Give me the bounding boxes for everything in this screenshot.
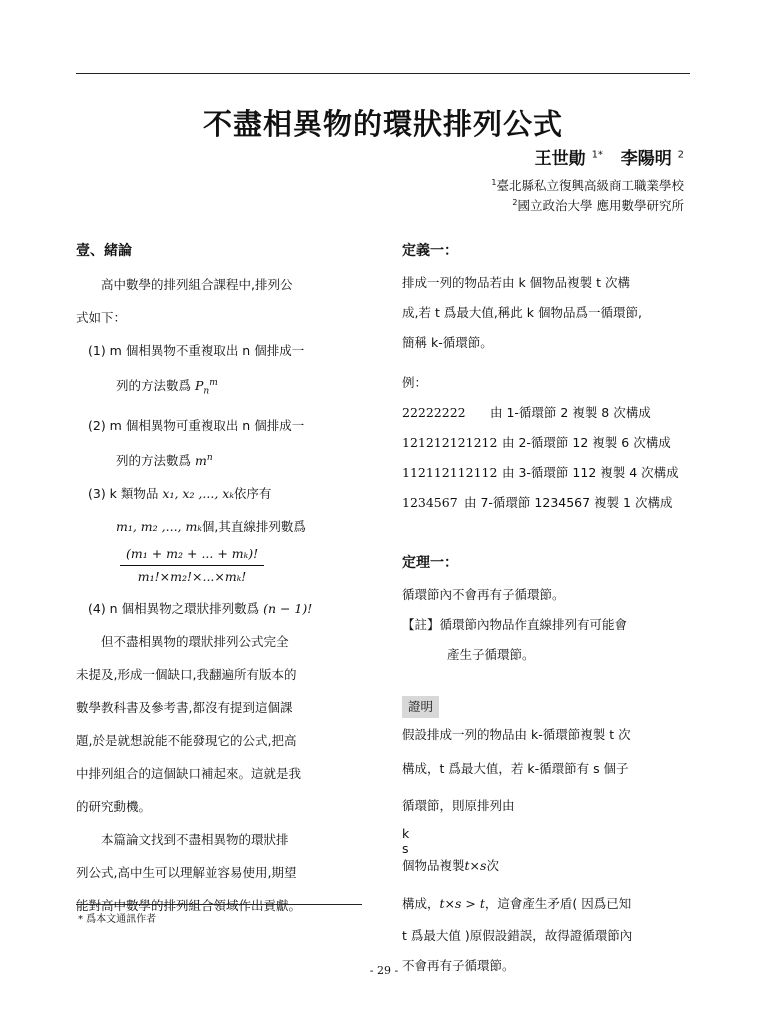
para2-line-5: 中排列組合的這個缺口補起來。這就是我 <box>76 765 302 781</box>
formula-permutation: $P_n^m$ <box>195 378 218 397</box>
proof-line-1: 假設排成一列的物品由 k-循環節複製 t 次 <box>402 727 631 742</box>
definition-line-2: 成,若 t 爲最大值,稱此 k 個物品爲一循環節, <box>402 305 642 320</box>
para2-line-2: 未提及,形成一個缺口,我翻遍所有版本的 <box>76 666 297 682</box>
proof-line-6: 不會再有子循環節。 <box>402 957 515 973</box>
paper-title: 不盡相異物的環狀排列公式 <box>202 107 563 141</box>
multinomial-denominator: m₁!×m₂!×...×mₖ! <box>137 568 247 584</box>
section-heading-intro: 壹、緒論 <box>76 243 132 259</box>
para3-line-2: 列公式,高中生可以理解並容易使用,期望 <box>76 864 297 880</box>
footnote-rule <box>76 904 362 905</box>
note-line-1: 【註】循環節內物品作直線排列有可能會 <box>402 617 628 632</box>
top-rule <box>76 73 690 74</box>
author-2-mark: 2 <box>677 149 684 161</box>
proof-label: 證明 <box>402 696 439 718</box>
note-line-2: 產生子循環節。 <box>447 647 535 662</box>
proof-line-2: 構成，t 爲最大值，若 k-循環節有 s 個子 <box>402 761 629 776</box>
formula-t-times-s: t×s <box>464 858 487 873</box>
theorem-heading: 定理一： <box>402 555 458 571</box>
definition-line-1: 排成一列的物品若由 k 個物品複製 t 次構 <box>402 275 631 290</box>
formula-x-vars: x₁, x₂ ,..., xₖ <box>162 485 234 501</box>
author-2: 李陽明 <box>620 149 672 169</box>
list-item-1-cont: 列的方法數爲 $P_n^m$ <box>116 378 218 397</box>
example-row: 121212121212 由 2-循環節 12 複製 6 次構成 <box>402 435 671 450</box>
definition-line-3: 簡稱 k-循環節。 <box>402 335 493 350</box>
left-column <box>76 240 366 922</box>
page-number: - 29 - <box>369 964 399 977</box>
proof-line-5: t 爲最大值 )原假設錯誤，故得證循環節內 <box>402 927 633 943</box>
proof-line-3: 循環節，則原排列由 <box>402 798 515 813</box>
list-item-3-cont: m₁, m₂ ,..., mₖ個,其直線排列數爲 <box>116 518 306 534</box>
para2-line-1: 但不盡相異物的環狀排列公式完全 <box>101 633 289 649</box>
list-item-3: (3) k 類物品 x₁, x₂ ,..., xₖ依序有 <box>88 485 272 501</box>
intro-line-2: 式如下： <box>76 310 127 325</box>
author-line <box>535 144 684 169</box>
list-item-2: (2) m 個相異物可重複取出 n 個排成一 <box>88 417 305 433</box>
para3-line-3: 能對高中數學的排列組合領域作出貢獻。 <box>76 897 302 913</box>
list-item-4: (4) n 個相異物之環狀排列數爲 (n − 1)! <box>88 600 313 616</box>
example-label: 例： <box>402 375 428 390</box>
list-item-1: (1) m 個相異物不重複取出 n 個排成一 <box>88 343 305 358</box>
list-item-2-cont: 列的方法數爲 $m^n$ <box>116 452 213 468</box>
theorem-statement: 循環節內不會再有子循環節。 <box>402 587 565 602</box>
formula-inequality: t×s > t <box>439 895 485 911</box>
multinomial-numerator: (m₁ + m₂ + ... + mₖ)! <box>120 545 264 566</box>
para3-line-1: 本篇論文找到不盡相異物的環狀排 <box>101 831 289 847</box>
affiliation-2: $^2$國立政治大學 應用數學研究所 <box>512 197 684 213</box>
para2-line-6: 的研究動機。 <box>76 798 152 814</box>
example-row: 1234567 由 7-循環節 1234567 複製 1 次構成 <box>402 495 673 510</box>
formula-power: $m^n$ <box>195 452 213 468</box>
example-row: 22222222 由 1-循環節 2 複製 8 次構成 <box>402 405 651 420</box>
formula-circular: (n − 1)! <box>263 600 313 616</box>
definition-heading: 定義一： <box>402 243 458 259</box>
formula-multinomial <box>76 545 366 586</box>
formula-m-vars: m₁, m₂ ,..., mₖ <box>116 518 202 534</box>
author-1-mark: 1* <box>591 149 603 161</box>
proof-line-4: 構成，t×s > t，這會產生矛盾( 因爲已知 <box>402 895 632 911</box>
footnote: * 爲本文通訊作者 <box>78 914 157 925</box>
intro-line-1: 高中數學的排列組合課程中,排列公 <box>101 277 293 292</box>
affiliation-1: $^1$臺北縣私立復興高級商工職業學校 <box>491 177 684 193</box>
right-column: 定義一： 排成一列的物品若由 k 個物品複製 t 次構 成,若 t 爲最大值,稱此 k 個物品爲一循環節, 簡稱 k-循環節。 例： 22222222 由 1-循環節 2 複製 8 次構成 121212121212 由 2-循環節 12 複製 6 次構成 112112112112 由 3-循環節 112 複製 4 次構成 1234567 由 7-循環節 1234567 複製 1 次構成 定理一： 循環節內不會再有子循環節。 【註】循環節內物品作直線排列有可能會 產生子循環節。 證明 假設排成一列的物品由 k-循環節複製 t 次 構成，t 爲最大值，若 k-循環節有 s 個子 循環節，則原排列由 k s 個物品複製t×s次 構成，t×s > t，這會產生矛盾( 因爲已知 t 爲最大值 )原假設錯誤，故得證循環節內 不會再有子循環節。 <box>402 240 694 981</box>
example-row: 112112112112 由 3-循環節 112 複製 4 次構成 <box>402 465 679 480</box>
para2-line-4: 題,於是就想說能不能發現它的公式,把高 <box>76 732 297 748</box>
para2-line-3: 數學教科書及參考書,都沒有提到這個課 <box>76 699 293 715</box>
author-1: 王世勛 <box>534 149 586 169</box>
